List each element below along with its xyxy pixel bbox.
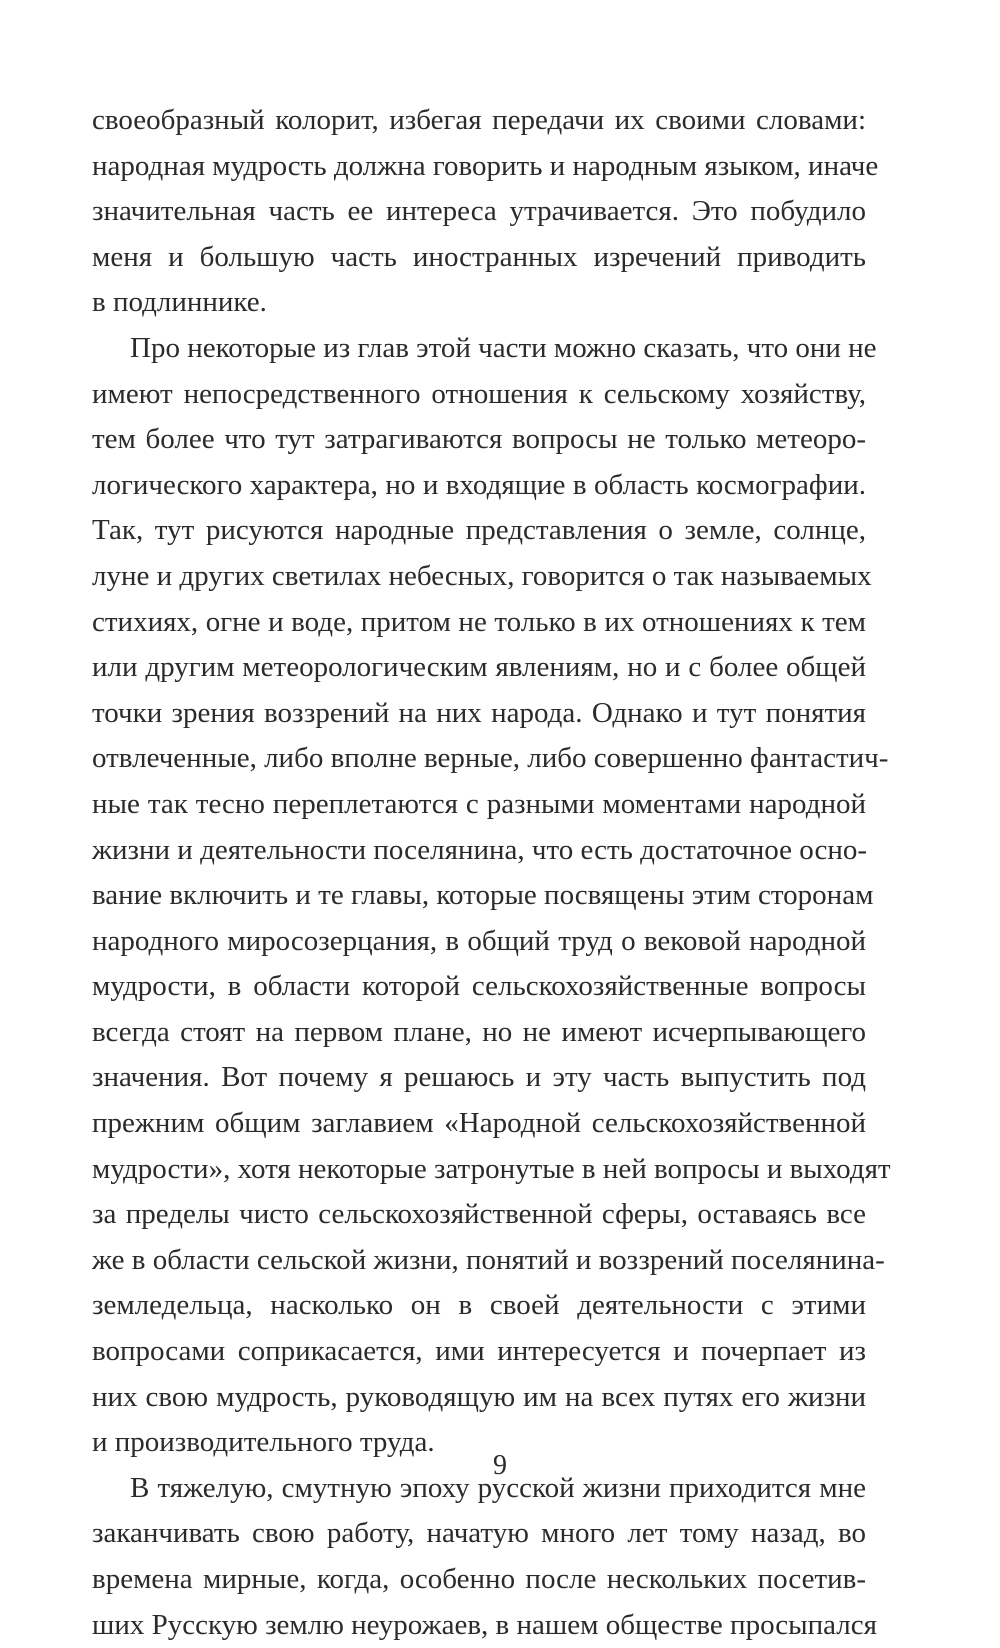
- page-number: 9: [493, 1450, 507, 1481]
- text-line: в подлиннике.: [92, 286, 267, 319]
- text-line: вопросами соприкасается, ими интересуется и почерпает из: [92, 1335, 866, 1368]
- text-line: народного миросозерцания, в общий труд о вековой народной: [92, 924, 866, 957]
- text-line: и производительного труда.: [92, 1426, 435, 1459]
- text-line: мудрости», хотя некоторые затронутые в ней вопросы и выходят: [92, 1152, 891, 1185]
- text-line: своеобразный колорит, избегая передачи их своими словами:: [92, 104, 866, 136]
- body-text: [92, 98, 891, 1648]
- text-line: времена мирные, когда, особенно после нескольких посетив-: [92, 1563, 866, 1595]
- text-line: имеют непосредственного отношения к сельскому хозяйству,: [92, 377, 866, 410]
- text-line: народная мудрость должна говорить и народным языком, иначе: [92, 149, 879, 182]
- text-line: тем более что тут затрагиваются вопросы не только метеоро-: [92, 423, 866, 456]
- text-line: отвлеченные, либо вполне верные, либо совершенно фантастич-: [92, 742, 889, 775]
- text-line: значительная часть ее интереса утрачивается. Это побудило: [92, 195, 866, 228]
- text-line: В тяжелую, смутную эпоху русской жизни приходится мне: [130, 1471, 866, 1504]
- text-line: всегда стоят на первом плане, но не имеют исчерпывающего: [92, 1015, 866, 1048]
- text-line: луне и других светилах небесных, говорится о так называемых: [92, 559, 872, 592]
- text-line: логического характера, но и входящие в область космографии.: [92, 468, 866, 501]
- paragraph: [92, 326, 891, 1466]
- paragraph: [92, 1466, 877, 1648]
- text-line: ные так тесно переплетаются с разными моментами народной: [92, 787, 866, 820]
- text-line: заканчивать свою работу, начатую много лет тому назад, во: [92, 1517, 866, 1550]
- text-line: стихиях, огне и воде, притом не только в их отношениях к тем: [92, 605, 866, 638]
- text-line: или другим метеорологическим явлениям, но и с более общей: [92, 651, 866, 684]
- text-line: Про некоторые из глав этой части можно сказать, что они не: [130, 331, 877, 364]
- text-line: прежним общим заглавием «Народной сельскохозяйственной: [92, 1107, 866, 1140]
- text-line: мудрости, в области которой сельскохозяйственные вопросы: [92, 970, 866, 1003]
- text-line: земледельца, насколько он в своей деятельности с этими: [92, 1289, 866, 1322]
- text-line: ших Русскую землю неурожаев, в нашем обществе просыпался: [92, 1608, 877, 1641]
- text-line: значения. Вот почему я решаюсь и эту часть выпустить под: [92, 1061, 866, 1094]
- text-line: вание включить и те главы, которые посвящены этим сторонам: [92, 879, 874, 912]
- text-line: меня и большую часть иностранных изречений приводить: [92, 240, 866, 273]
- text-line: же в области сельской жизни, понятий и воззрений поселянина-: [92, 1243, 885, 1276]
- text-line: точки зрения воззрений на них народа. Однако и тут понятия: [92, 696, 866, 729]
- text-line: них свою мудрость, руководящую им на всех путях его жизни: [92, 1380, 866, 1413]
- paragraph: [92, 98, 879, 326]
- text-line: Так, тут рисуются народные представления о земле, солнце,: [92, 514, 866, 547]
- text-line: жизни и деятельности поселянина, что есть достаточное осно-: [92, 833, 868, 866]
- text-line: за пределы чисто сельскохозяйственной сферы, оставаясь все: [92, 1198, 866, 1231]
